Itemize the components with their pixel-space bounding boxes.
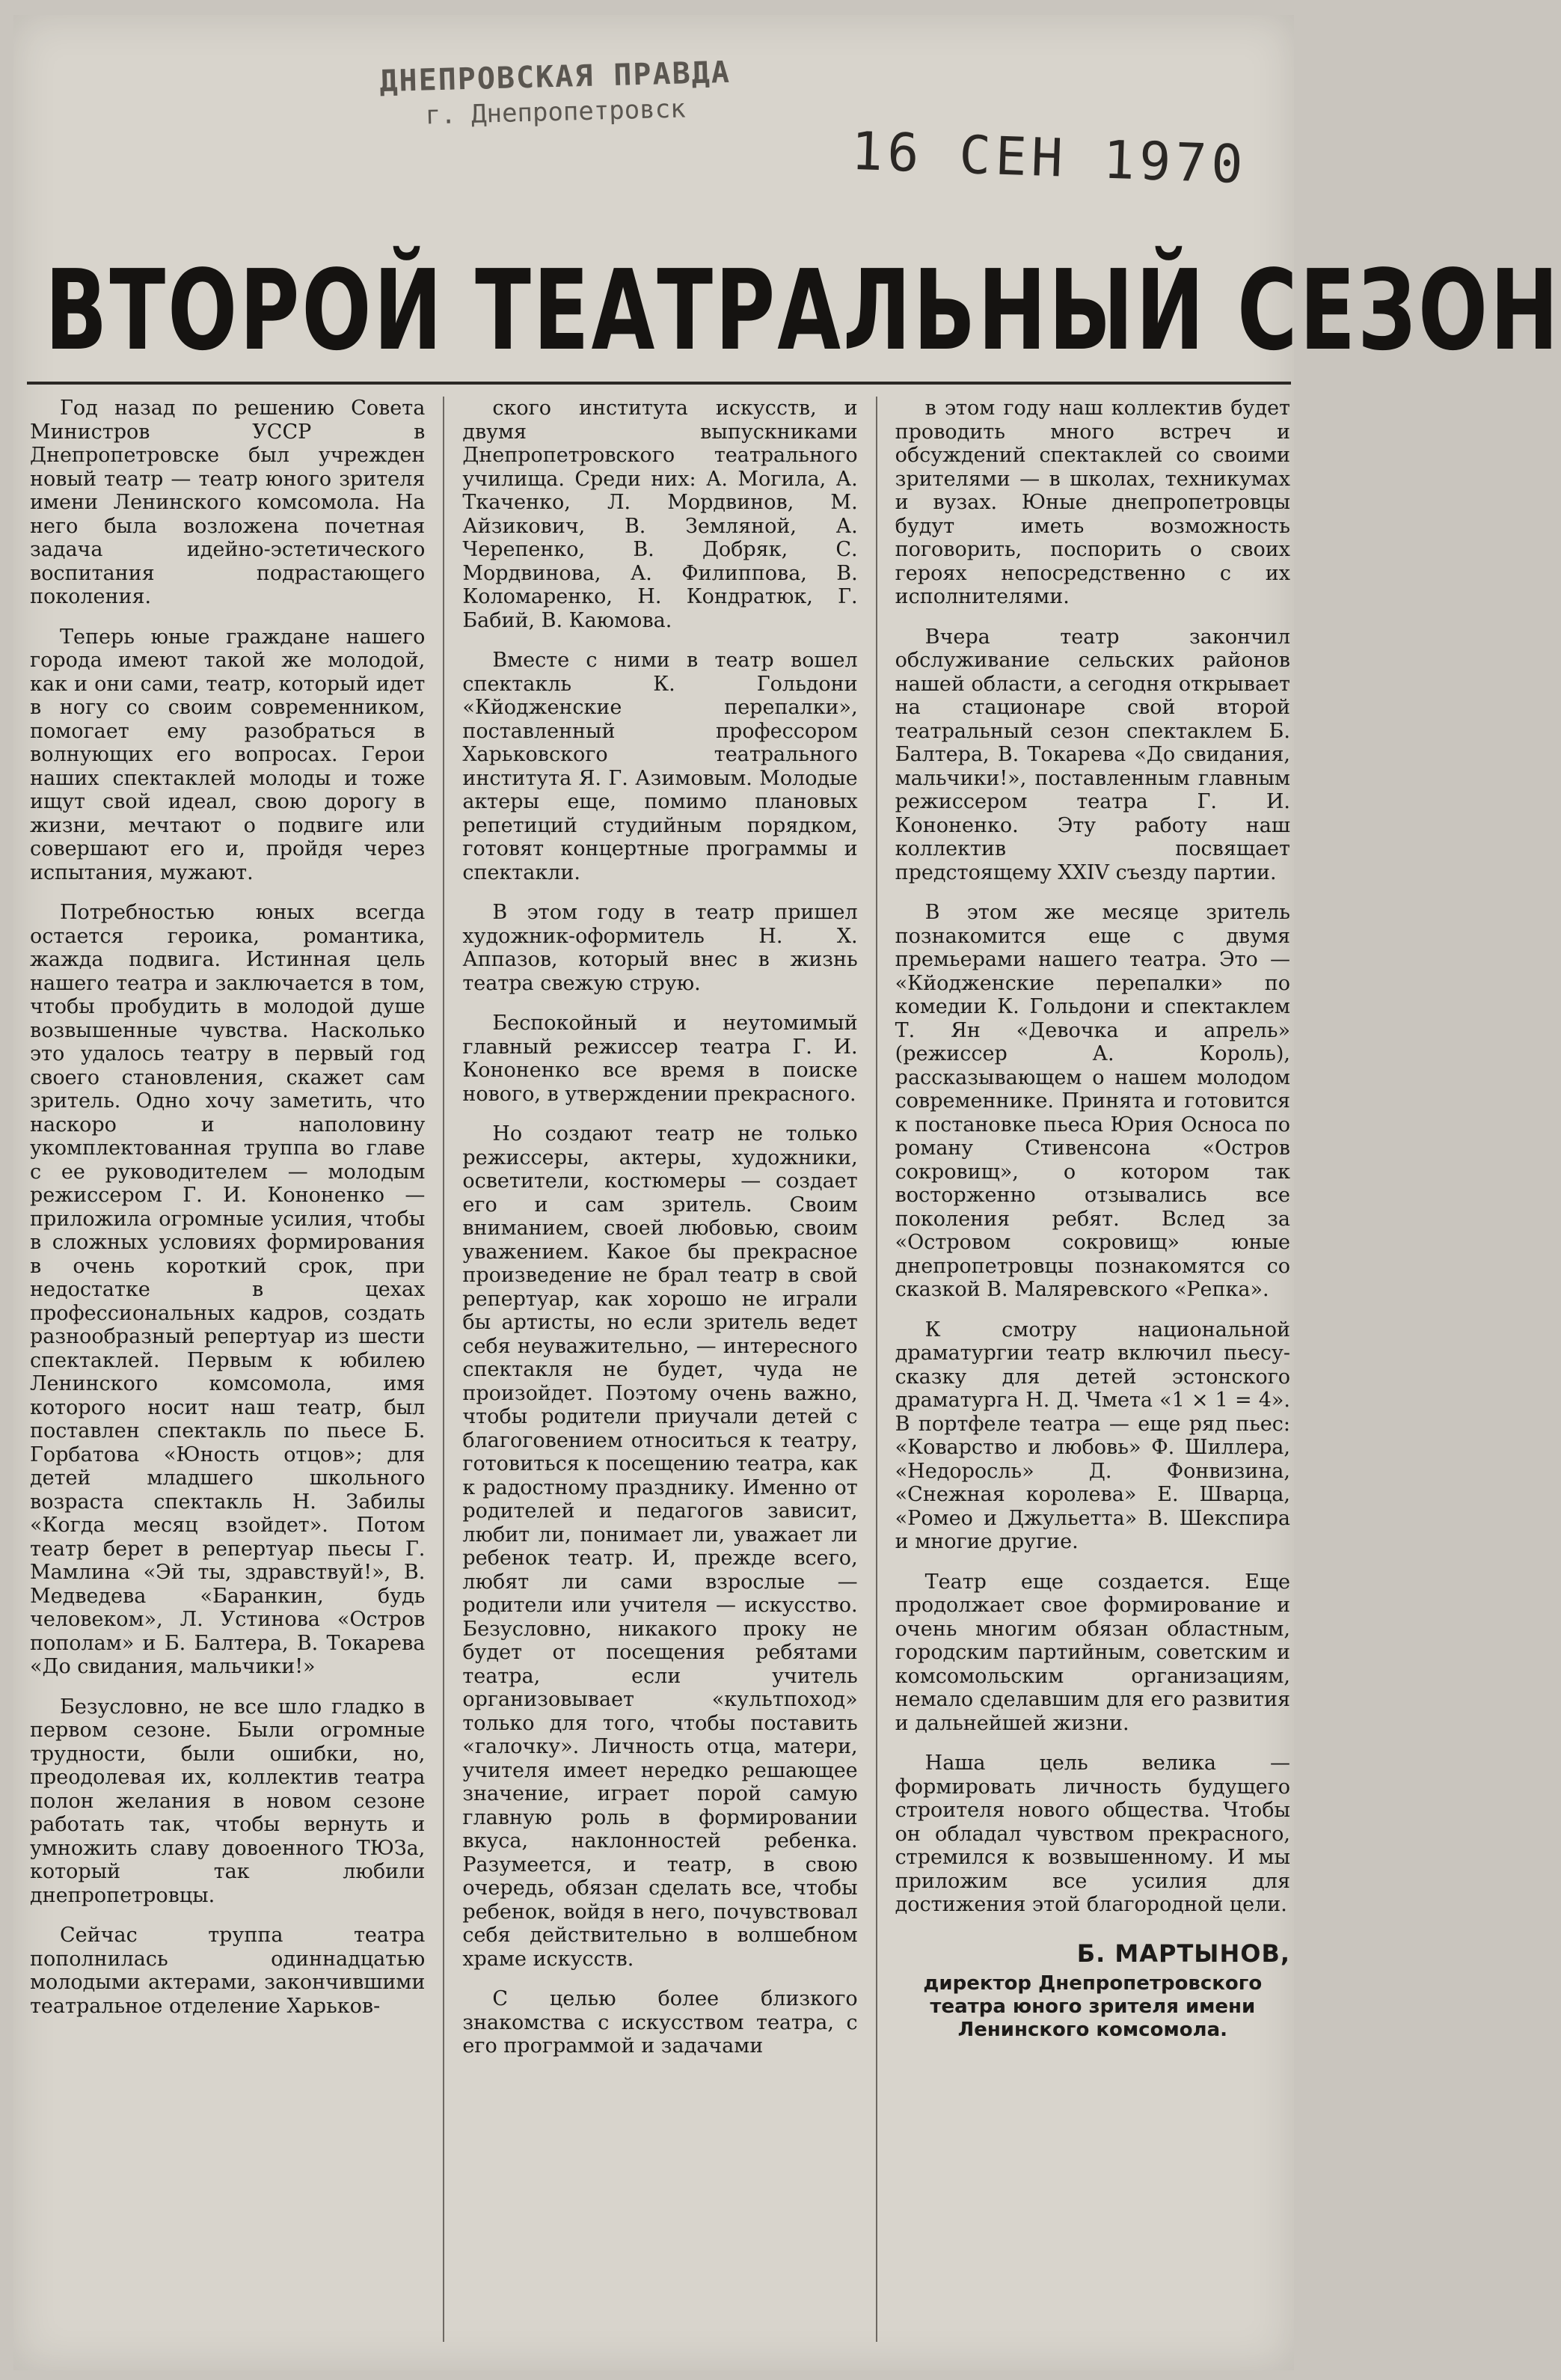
paragraph: Наша цель велика — формировать личность будущего строителя нового общества. Чтобы он обладал чувством прекрасного, стремился к возвышенному. И мы приложим все усилия для достижения этой благородной цели. [895, 1752, 1290, 1916]
column-3 [895, 397, 1290, 2342]
paragraph: К смотру национальной драматургии театр включил пьесу-сказку для детей эстонского драматурга Н. Д. Чмета «1 × 1 = 4». В портфеле театра — еще ряд пьес: «Коварство и любовь» Ф. Шиллера, «Недоросль» Д. Фонвизина, «Снежная королева» Е. Шварца, «Ромео и Джульетта» В. Шекспира и многие другие. [895, 1318, 1290, 1553]
paragraph: Театр еще создается. Еще продолжает свое формирование и очень многим обязан областным, городским партийным, советским и комсомольским организациям, немало сделавшим для его развития и дальнейшей жизни. [895, 1570, 1290, 1735]
paragraph: В этом году в театр пришел художник-оформитель Н. Х. Аппазов, который внес в жизнь театра свежую струю. [462, 901, 858, 995]
author-title: директор Днепропетровского театра юного зрителя имени Ленинского комсомола. [923, 1971, 1263, 2041]
paragraph: Сейчас труппа театра пополнилась одиннадцатью молодыми актерами, закончившими театральное отделение Харьков- [30, 1924, 426, 2018]
column-1 [30, 397, 425, 2342]
paragraph: С целью более близкого знакомства с искусством театра, с его программой и задачами [462, 1987, 858, 2058]
signature [895, 1939, 1290, 2042]
column-divider [876, 397, 877, 2342]
author-name: Б. МАРТЫНОВ, [1076, 1939, 1290, 1968]
headline-rule [27, 382, 1291, 385]
paragraph: Потребностью юных всегда остается героика, романтика, жажда подвига. Истинная цель нашего театра и заключается в том, чтобы пробудить в молодой душе возвышенные чувства. Насколько это удалось театру в первый год своего становления, скажет сам зритель. Одно хочу заметить, что наскоро и наполовину укомплектованная труппа во главе с ее руководителем — молодым режиссером Г. И. Кононенко — приложила огромные усилия, чтобы в сложных условиях формирования в очень короткий срок, при недостатке в цехах профессиональных кадров, создать разнообразный репертуар из шести спектаклей. Первым к юбилею Ленинского комсомола, имя которого носит наш театр, был поставлен спектакль по пьесе Б. Горбатова «Юность отцов»; для детей младшего школьного возраста спектакль Н. Забилы «Когда месяц взойдет». Потом театр берет в репертуар пьесы Г. Мамлина «Эй ты, здравствуй!», В. Медведева «Баранкин, будь человеком», Л. Устинова «Остров пополам» и Б. Балтера, В. Токарева «До свидания, мальчики!» [30, 901, 426, 1678]
newspaper-name: ДНЕПРОВСКАЯ ПРАВДА [378, 55, 732, 100]
column-2 [462, 397, 857, 2342]
article-body [30, 397, 1290, 2342]
paragraph: В этом же месяце зритель познакомится еще с двумя премьерами нашего театра. Это — «Кйодженские перепалки» по комедии К. Гольдони и спектаклем Т. Ян «Девочка и апрель» (режиссер А. Король), рассказывающем о нашем молодом современнике. Принята и готовится к постановке пьеса Юрия Осноса по роману Стивенсона «Остров сокровищ», о котором так восторженно отзывались все поколения ребят. Вслед за «Островом сокровищ» юные днепропетровцы познакомятся со сказкой В. Маляревского «Репка». [895, 901, 1290, 1301]
article-headline: ВТОРОЙ ТЕАТРАЛЬНЫЙ СЕЗОН [45, 246, 1561, 375]
newspaper-city: г. Днепропетровск [425, 94, 687, 131]
paragraph: Беспокойный и неутомимый главный режиссер театра Г. И. Кононенко все время в поиске нового, в утверждении прекрасного. [462, 1012, 858, 1106]
paragraph: Теперь юные граждане нашего города имеют такой же молодой, как и они сами, театр, который идет в ногу со своим современником, помогает ему разобраться в волнующих его вопросах. Герои наших спектаклей молоды и тоже ищут свой идеал, свою дорогу в жизни, мечтают о подвиге или совершают его и, пройдя через испытания, мужают. [30, 625, 426, 884]
paragraph: ского института искусств, и двумя выпускниками Днепропетровского театрального училища. Среди них: А. Могила, А. Ткаченко, Л. Мордвинов, М. Айзикович, В. Земляной, А. Черепенко, В. Добряк, С. Мордвинова, А. Филиппова, В. Коломаренко, Н. Кондратюк, Г. Бабий, В. Каюмова. [462, 397, 858, 632]
paragraph: Вместе с ними в театр вошел спектакль К. Гольдони «Кйодженские перепалки», поставленный профессором Харьковского театрального института Я. Г. Азимовым. Молодые актеры еще, помимо плановых репетиций студийным порядком, готовят концертные программы и спектакли. [462, 649, 858, 884]
paragraph: в этом году наш коллектив будет проводить много встреч и обсуждений спектаклей со своими зрителями — в школах, техникумах и вузах. Юные днепропетровцы будут иметь возможность поговорить, поспорить о своих героях непосредственно с их исполнителями. [895, 397, 1290, 608]
column-divider [443, 397, 444, 2342]
paragraph: Год назад по решению Совета Министров УССР в Днепропетровске был учрежден новый театр — театр юного зрителя имени Ленинского комсомола. На него была возложена почетная задача идейно-эстетического воспитания подрастающего поколения. [30, 397, 426, 608]
date-stamp: 16 СЕН 1970 [850, 120, 1248, 196]
paragraph: Безусловно, не все шло гладко в первом сезоне. Были огромные трудности, были ошибки, но, преодолевая их, коллектив театра полон желания в новом сезоне работать так, чтобы вернуть и умножить славу довоенного ТЮЗа, который так любили днепропетровцы. [30, 1695, 426, 1907]
masthead-stamp [379, 55, 732, 132]
paragraph: Но создают театр не только режиссеры, актеры, художники, осветители, костюмеры — создает его и сам зритель. Своим вниманием, своей любовью, своим уважением. Какое бы прекрасное произведение не брал театр в свой репертуар, как хорошо не играли бы артисты, но если зритель ведет себя неуважительно, — интересного спектакля не будет, чуда не произойдет. Поэтому очень важно, чтобы родители приучали детей с благоговением относиться к театру, готовиться к посещению театра, как к радостному празднику. Именно от родителей и педагогов зависит, любит ли, понимает ли, уважает ли ребенок театр. И, прежде всего, любят ли сами взрослые — родители или учителя — искусство. Безусловно, никакого проку не будет от посещения ребятами театра, если учитель организовывает «культпоход» только для того, чтобы поставить «галочку». Личность отца, матери, учителя имеет нередко решающее значение, играет порой самую главную роль в формировании вкуса, наклонностей ребенка. Разумеется, и театр, в свою очередь, обязан сделать все, чтобы ребенок, войдя в него, почувствовал себя действительно в волшебном храме искусств. [462, 1122, 858, 1971]
paragraph: Вчера театр закончил обслуживание сельских районов нашей области, а сегодня открывает на стационаре свой второй театральный сезон спектаклем Б. Балтера, В. Токарева «До свидания, мальчики!», поставленным главным режиссером театра Г. И. Кононенко. Эту работу наш коллектив посвящает предстоящему XXIV съезду партии. [895, 625, 1290, 884]
